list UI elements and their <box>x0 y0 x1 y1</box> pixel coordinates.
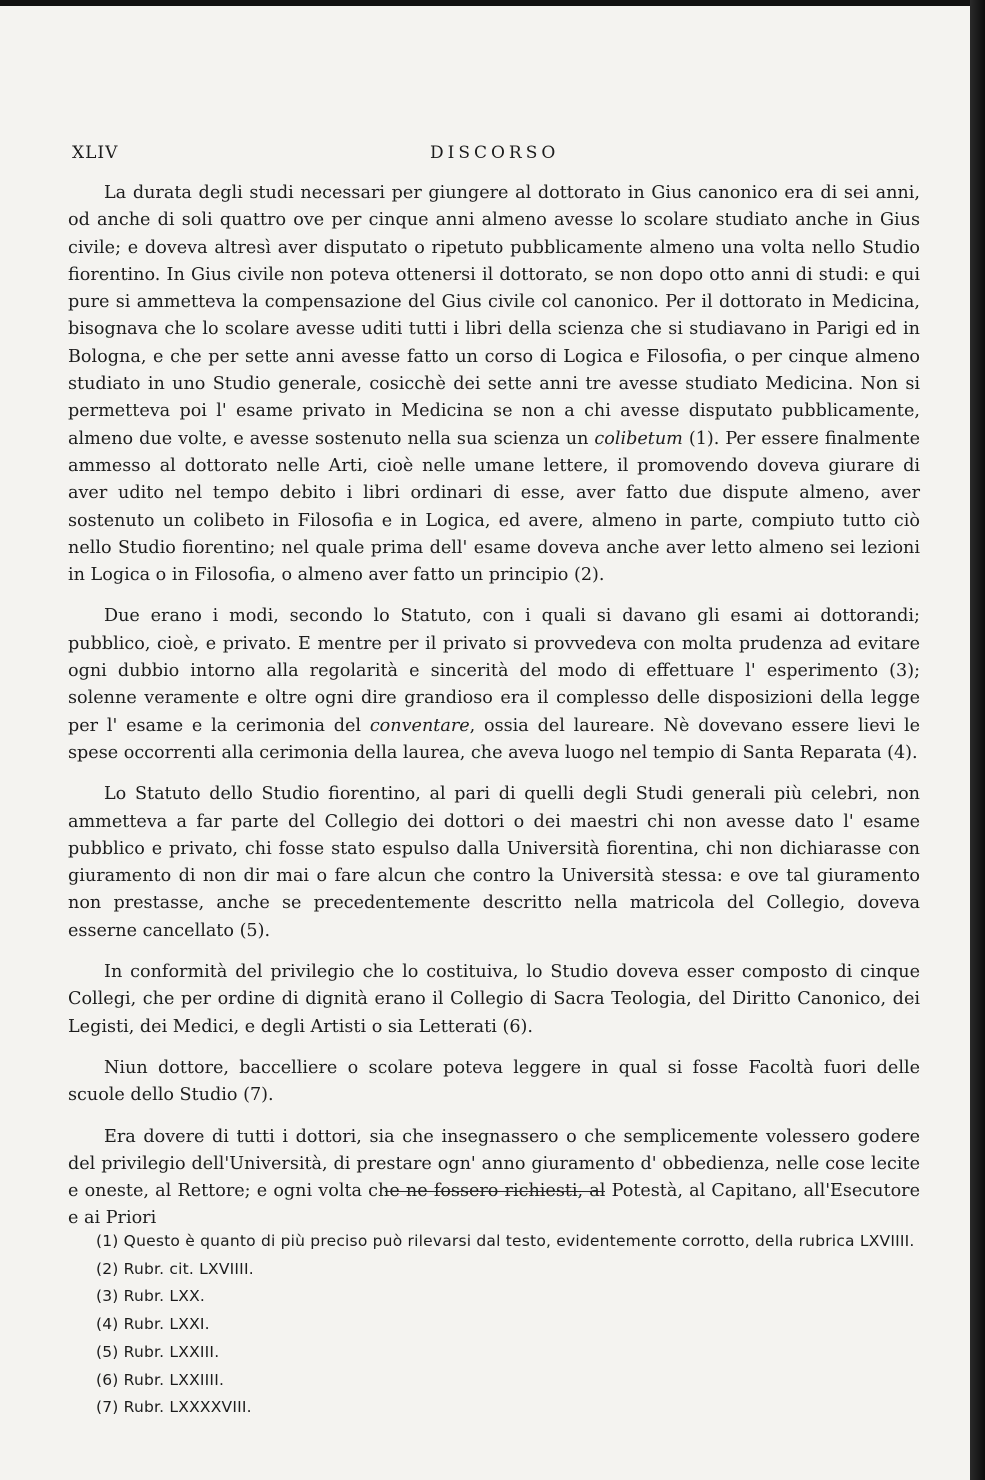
footnote: (1) Questo è quanto di più preciso può rilevarsi dal testo, evidentemente corrotto, della rubrica LXVIIII. <box>96 1232 915 1250</box>
paragraph: Era dovere di tutti i dottori, sia che insegnassero o che semplicemente volessero godere del privilegio dell'Università, di prestare ogn' anno giuramento d' obbedienza, nelle cose lecite e oneste, al Rettore; e ogni volta che ne fossero richiesti, al Potestà, al Capitano, all'Esecutore e ai Priori <box>68 1126 920 1229</box>
italic-term: colibetum <box>594 428 683 449</box>
footnote-separator <box>385 1191 605 1192</box>
paragraph: Niun dottore, baccelliere o scolare poteva leggere in qual si fosse Facoltà fuori delle scuole dello Studio (7). <box>68 1057 920 1106</box>
footnote: (6) Rubr. LXXIIII. <box>96 1370 225 1389</box>
footnote: (5) Rubr. LXXIII. <box>96 1342 220 1361</box>
paragraph: Lo Statuto dello Studio fiorentino, al pari di quelli degli Studi generali più celebri, non ammetteva a far parte del Collegio dei dottori o dei maestri chi non avesse dato l' esame pubblico e privato, chi fosse stato espulso dalla Università fiorentina, chi non dichiarasse con giuramento di non dir mai o fare alcun che contro la Università stessa: e ove tal giuramento non prestasse, anche se precedentemente descritto nella matricola del Collegio, doveva esserne cancellato (5). <box>68 784 920 941</box>
footnote: (4) Rubr. LXXI. <box>96 1315 210 1334</box>
paragraph: In conformità del privilegio che lo costituiva, lo Studio doveva esser composto di cinque Collegi, che per ordine di dignità erano il Collegio di Sacra Teologia, del Diritto Canonico, dei Legisti, dei Medici, e degli Artisti o sia Letterati (6). <box>68 962 920 1037</box>
running-title: DISCORSO <box>430 143 560 163</box>
page-header <box>72 143 922 171</box>
document-page <box>0 6 970 1480</box>
footnote: (2) Rubr. cit. LXVIIII. <box>96 1259 254 1278</box>
footnote: (7) Rubr. LXXXXVIII. <box>96 1398 252 1417</box>
footnote: (3) Rubr. LXX. <box>96 1287 206 1306</box>
footnotes <box>96 1228 956 1422</box>
italic-term: conventare <box>369 715 470 736</box>
paragraph: La durata degli studi necessari per giungere al dottorato in Gius canonico era di sei anni, od anche di soli quattro ove per cinque anni almeno avesse lo scolare studiato anche in Gius civile; e doveva altresì aver disputato o ripetuto pubblicamente almeno una volta nello Studio fiorentino. In Gius civile non poteva ottenersi il dottorato, se non dopo otto anni di studi: e qui pure si ammetteva la compensazione del Gius civile col canonico. Per il dottorato in Medicina, bisognava che lo scolare avesse uditi tutti i libri della scienza che si studiavano in Parigi ed in Bologna, e che per sette anni avesse fatto un corso di Logica e Filosofia, o per cinque almeno studiato in uno Studio generale, cosicchè dei sette anni tre avesse studiato Medicina. Non si permetteva poi l' esame privato in Medicina se non a chi avesse disputato pubblicamente, almeno due volte, e avesse sostenuto nella sua scienza un colibetum (1). Per essere finalmente ammesso al dottorato nelle Arti, cioè nelle umane lettere, il promovendo doveva giurare di aver udito nel tempo debito i libri ordinari di esse, aver fatto due dispute almeno, aver sostenuto un colibeto in Filosofia e in Logica, ed avere, almeno in parte, compiuto tutto ciò nello Studio fiorentino; nel quale prima dell' esame doveva anche aver letto almeno sei lezioni in Logica o in Filosofia, o almeno aver fatto un principio (2). <box>68 183 920 586</box>
page-number: XLIV <box>72 143 119 163</box>
paragraph: Due erano i modi, secondo lo Statuto, con i quali si davano gli esami ai dottorandi; pubblico, cioè, e privato. E mentre per il privato si provvedeva con molta prudenza ad evitare ogni dubbio intorno alla regolarità e sincerità del modo di effettuare l' esperimento (3); solenne veramente e oltre ogni dire grandioso era il complesso delle disposizioni della legge per l' esame e la cerimonia del conventare, ossia del laureare. Nè dovevano essere lievi le spese occorrenti alla cerimonia della laurea, che aveva luogo nel tempio di Santa Reparata (4). <box>68 606 921 763</box>
body-text <box>68 180 920 1247</box>
page-edge-shadow <box>970 0 985 1480</box>
